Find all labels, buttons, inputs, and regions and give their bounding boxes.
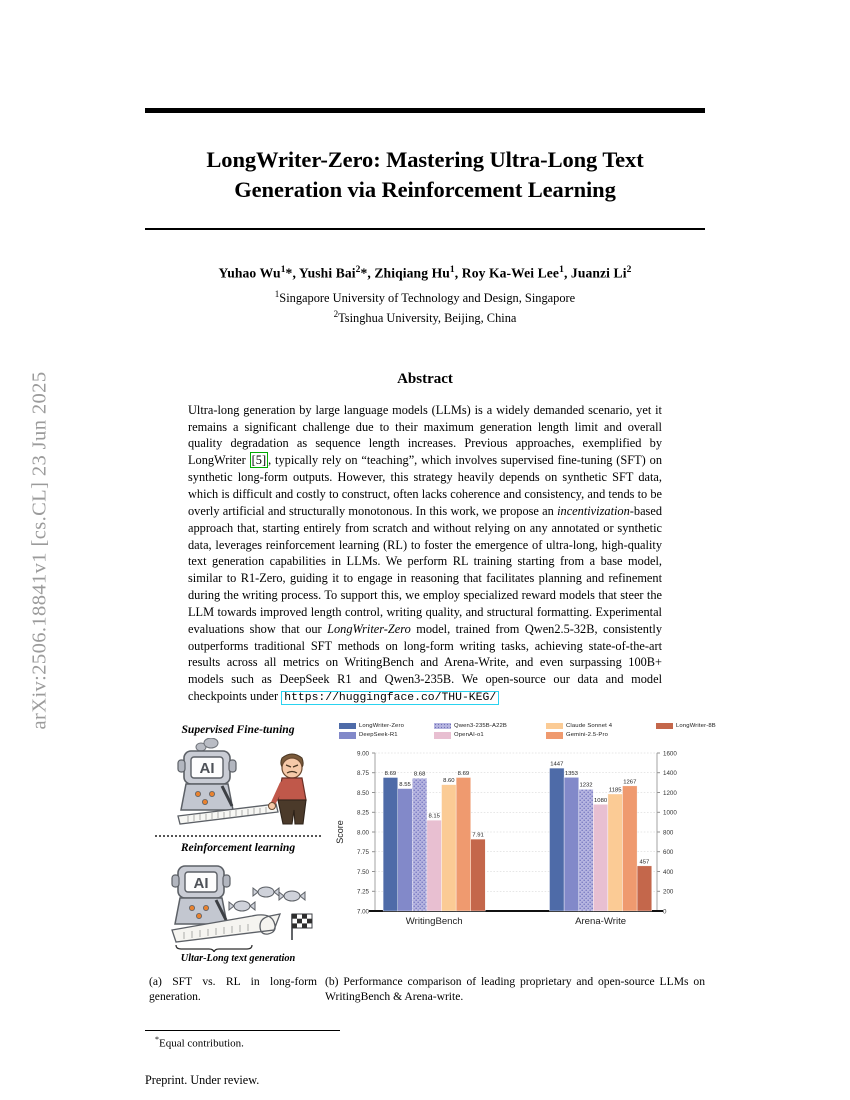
y-axis-right-tick: 1000 bbox=[663, 809, 677, 817]
legend-label: DeepSeek-R1 bbox=[359, 732, 398, 739]
sft-label: Supervised Fine-tuning bbox=[181, 722, 295, 736]
legend-swatch bbox=[546, 732, 563, 739]
legend-swatch bbox=[339, 732, 356, 739]
legend-item[interactable] bbox=[339, 732, 434, 739]
y-axis-left-tick: 8.25 bbox=[356, 809, 369, 817]
bar-value-label: 8.69 bbox=[457, 770, 470, 777]
y-axis-left-tick: 7.00 bbox=[356, 908, 369, 916]
paper-column bbox=[145, 0, 716, 1088]
bar-value-label: 1185 bbox=[608, 787, 622, 794]
author-list: Yuhao Wu$^1$*, Yushi Bai$^2$*, Zhiqiang Hu$^1$, Roy Ka-Wei Lee$^1$, Juanzi Li$^2$ bbox=[218, 264, 632, 281]
chart-bar[interactable] bbox=[593, 804, 608, 911]
abstract-heading: Abstract bbox=[397, 370, 453, 387]
y-axis-left-tick: 8.75 bbox=[356, 769, 369, 777]
performance-chart bbox=[329, 722, 716, 950]
bar-value-label: 1080 bbox=[594, 797, 608, 804]
legend-label: OpenAI-o1 bbox=[454, 732, 484, 739]
legend-spacer bbox=[656, 732, 716, 739]
page-title: LongWriter-Zero: Mastering Ultra-Long Text Generation via Reinforcement Learning bbox=[206, 147, 644, 202]
x-axis-category-label: Arena-Write bbox=[575, 915, 627, 927]
svg-text:AI: AI bbox=[193, 874, 209, 892]
chart-legend bbox=[329, 722, 716, 739]
caption-b: (b) Performance comparison of leading proprietary and open-source LLMs on WritingBench & Arena-write. bbox=[325, 974, 705, 1003]
bar-value-label: 8.68 bbox=[413, 771, 426, 778]
arxiv-stamp bbox=[18, 265, 62, 835]
chart-bar[interactable] bbox=[398, 788, 413, 910]
abstract-part-1: Ultra-long generation by large language models (LLMs) is a widely demanded scenario, yet it remains a significant challenge due to their maximum generation length limit and overall quality degradation as sequence length increases. Previous approaches, exemplified by LongWriter bbox=[188, 402, 662, 468]
caption-a: (a) SFT vs. RL in long-form generation. bbox=[149, 974, 317, 1003]
robot-ai-text: AI bbox=[199, 759, 215, 777]
sft-illustration bbox=[156, 738, 320, 830]
footnote-text: *Equal contribution. bbox=[155, 1034, 244, 1050]
affiliation-1: $^1$Singapore University of Technology and Design, Singapore bbox=[274, 289, 576, 306]
y-axis-left-tick: 7.50 bbox=[356, 868, 369, 876]
bar-value-label: 8.55 bbox=[399, 781, 411, 788]
ultra-long-text-generation-label: Ultar-Long text generation bbox=[180, 952, 296, 964]
figure-divider bbox=[155, 835, 321, 837]
legend-label: LongWriter-8B bbox=[676, 722, 716, 729]
bar-value-label: 1267 bbox=[623, 778, 637, 785]
abstract-part-2: , typically rely on “teaching”, which involves supervised fine-tuning (SFT) on synthetic long-form outputs. However, this strategy heavily depends on synthetic SFT data, which is difficult and costly to construct, often lacks coherence and consistency, and tends to be overly artificial and structurally monotonous. In this work, we propose an bbox=[188, 453, 662, 518]
rl-illustration bbox=[156, 856, 320, 952]
preprint-status: Preprint. Under review. bbox=[145, 1073, 260, 1088]
bar-value-label: 7.91 bbox=[472, 832, 484, 839]
figure-b bbox=[323, 722, 716, 950]
rl-label: Reinforcement learning bbox=[180, 840, 296, 854]
abstract-body bbox=[188, 402, 662, 707]
bar-value-label: 1447 bbox=[550, 761, 564, 768]
legend-swatch bbox=[434, 732, 451, 739]
legend-label: LongWriter-Zero bbox=[359, 722, 405, 729]
chart-bar[interactable] bbox=[550, 768, 565, 911]
legend-item[interactable] bbox=[546, 732, 656, 739]
legend-swatch bbox=[546, 723, 563, 730]
y-axis-label: Score bbox=[335, 819, 345, 844]
chart-bar[interactable] bbox=[383, 777, 398, 911]
bar-value-label: 8.15 bbox=[428, 813, 440, 820]
huggingface-url-link[interactable]: https://huggingface.co/THU-KEG/ bbox=[281, 691, 499, 705]
chart-bar[interactable] bbox=[637, 866, 652, 911]
bar-value-label: 8.69 bbox=[384, 770, 397, 777]
legend-label: Gemini-2.5-Pro bbox=[566, 732, 609, 739]
caption-row bbox=[145, 974, 705, 1004]
y-axis-right-tick: 600 bbox=[663, 848, 674, 856]
y-axis-left-tick: 9.00 bbox=[356, 750, 369, 758]
bar-value-label: 8.60 bbox=[443, 777, 455, 784]
abstract-part-4: model, trained from Qwen2.5-32B, consistently outperforms traditional SFT methods on long-form writing tasks, achieving state-of-the-art results across all metrics on WritingBench and Arena-Write, and even surpassing 100B+ models such as DeepSeek R1 and Qwen3-235B. We open-source our data and model checkpoints under bbox=[188, 621, 662, 704]
y-axis-right-tick: 200 bbox=[663, 888, 674, 896]
title-divider bbox=[145, 228, 705, 229]
chart-plot-area bbox=[329, 745, 704, 945]
figure-a bbox=[145, 723, 323, 964]
y-axis-right-tick: 400 bbox=[663, 868, 674, 876]
footnote-block bbox=[145, 1030, 340, 1050]
abstract-italic-incentivization: incentivization bbox=[557, 503, 630, 518]
chart-bar[interactable] bbox=[564, 777, 579, 911]
affiliation-list bbox=[145, 288, 705, 327]
y-axis-right-tick: 1400 bbox=[663, 769, 677, 777]
legend-swatch bbox=[434, 723, 451, 730]
x-axis-category-label: WritingBench bbox=[405, 915, 463, 927]
chart-bar[interactable] bbox=[427, 820, 442, 911]
chart-bar[interactable] bbox=[412, 778, 427, 911]
y-axis-right-tick: 800 bbox=[663, 829, 674, 837]
legend-item[interactable] bbox=[339, 723, 434, 730]
top-rule bbox=[145, 108, 705, 113]
legend-label: Qwen3-235B-A22B bbox=[454, 722, 508, 729]
bar-value-label: 1353 bbox=[564, 770, 578, 777]
legend-swatch bbox=[656, 723, 673, 730]
y-axis-right-tick: 1200 bbox=[663, 789, 677, 797]
abstract-italic-longwriter-zero: LongWriter-Zero bbox=[327, 621, 411, 636]
arxiv-stamp-text: arXiv:2506.18841v1 [cs.CL] 23 Jun 2025 bbox=[28, 371, 51, 729]
legend-swatch bbox=[339, 723, 356, 730]
legend-label: Claude Sonnet 4 bbox=[566, 722, 613, 729]
chart-bar[interactable] bbox=[442, 784, 457, 910]
legend-item[interactable] bbox=[434, 732, 546, 739]
figure-row bbox=[145, 722, 716, 964]
y-axis-left-tick: 8.00 bbox=[356, 829, 369, 837]
affiliation-2: $^2$Tsinghua University, Beijing, China bbox=[333, 309, 517, 326]
legend-item[interactable] bbox=[656, 723, 716, 730]
bar-value-label: 1232 bbox=[579, 782, 593, 789]
bar-value-label: 457 bbox=[639, 858, 650, 865]
abstract-part-3: -based approach that, starting entirely from scratch and without relying on any annotated or synthetic data, leverages reinforcement learning (RL) to foster the emergence of ultra-long, high-quality text generation capabilities in LLMs. We perform RL training starting from a base model, similar to R1-Zero, guiding it to engage in reasoning that facilitates planning and refinement during the writing process. To support this, we employ specialized reward models that steer the LLM towards improved length control, writing quality, and structural formatting. Experimental evaluations show that our bbox=[188, 503, 662, 636]
citation-link-5[interactable]: [5] bbox=[251, 453, 267, 468]
y-axis-left-tick: 7.25 bbox=[356, 888, 369, 896]
y-axis-left-tick: 7.75 bbox=[356, 848, 369, 856]
legend-item[interactable] bbox=[434, 723, 546, 730]
chart-bar[interactable] bbox=[608, 794, 623, 911]
chart-bar[interactable] bbox=[579, 789, 594, 911]
chart-bar[interactable] bbox=[456, 777, 471, 911]
y-axis-left-tick: 8.50 bbox=[356, 789, 369, 797]
chart-bar[interactable] bbox=[471, 839, 486, 911]
finish-flag-icon bbox=[292, 914, 312, 928]
y-axis-right-tick: 1600 bbox=[663, 750, 677, 758]
footnote-rule bbox=[145, 1030, 340, 1031]
y-axis-right-tick: 0 bbox=[663, 908, 667, 916]
legend-item[interactable] bbox=[546, 723, 656, 730]
chart-bar[interactable] bbox=[623, 786, 638, 911]
